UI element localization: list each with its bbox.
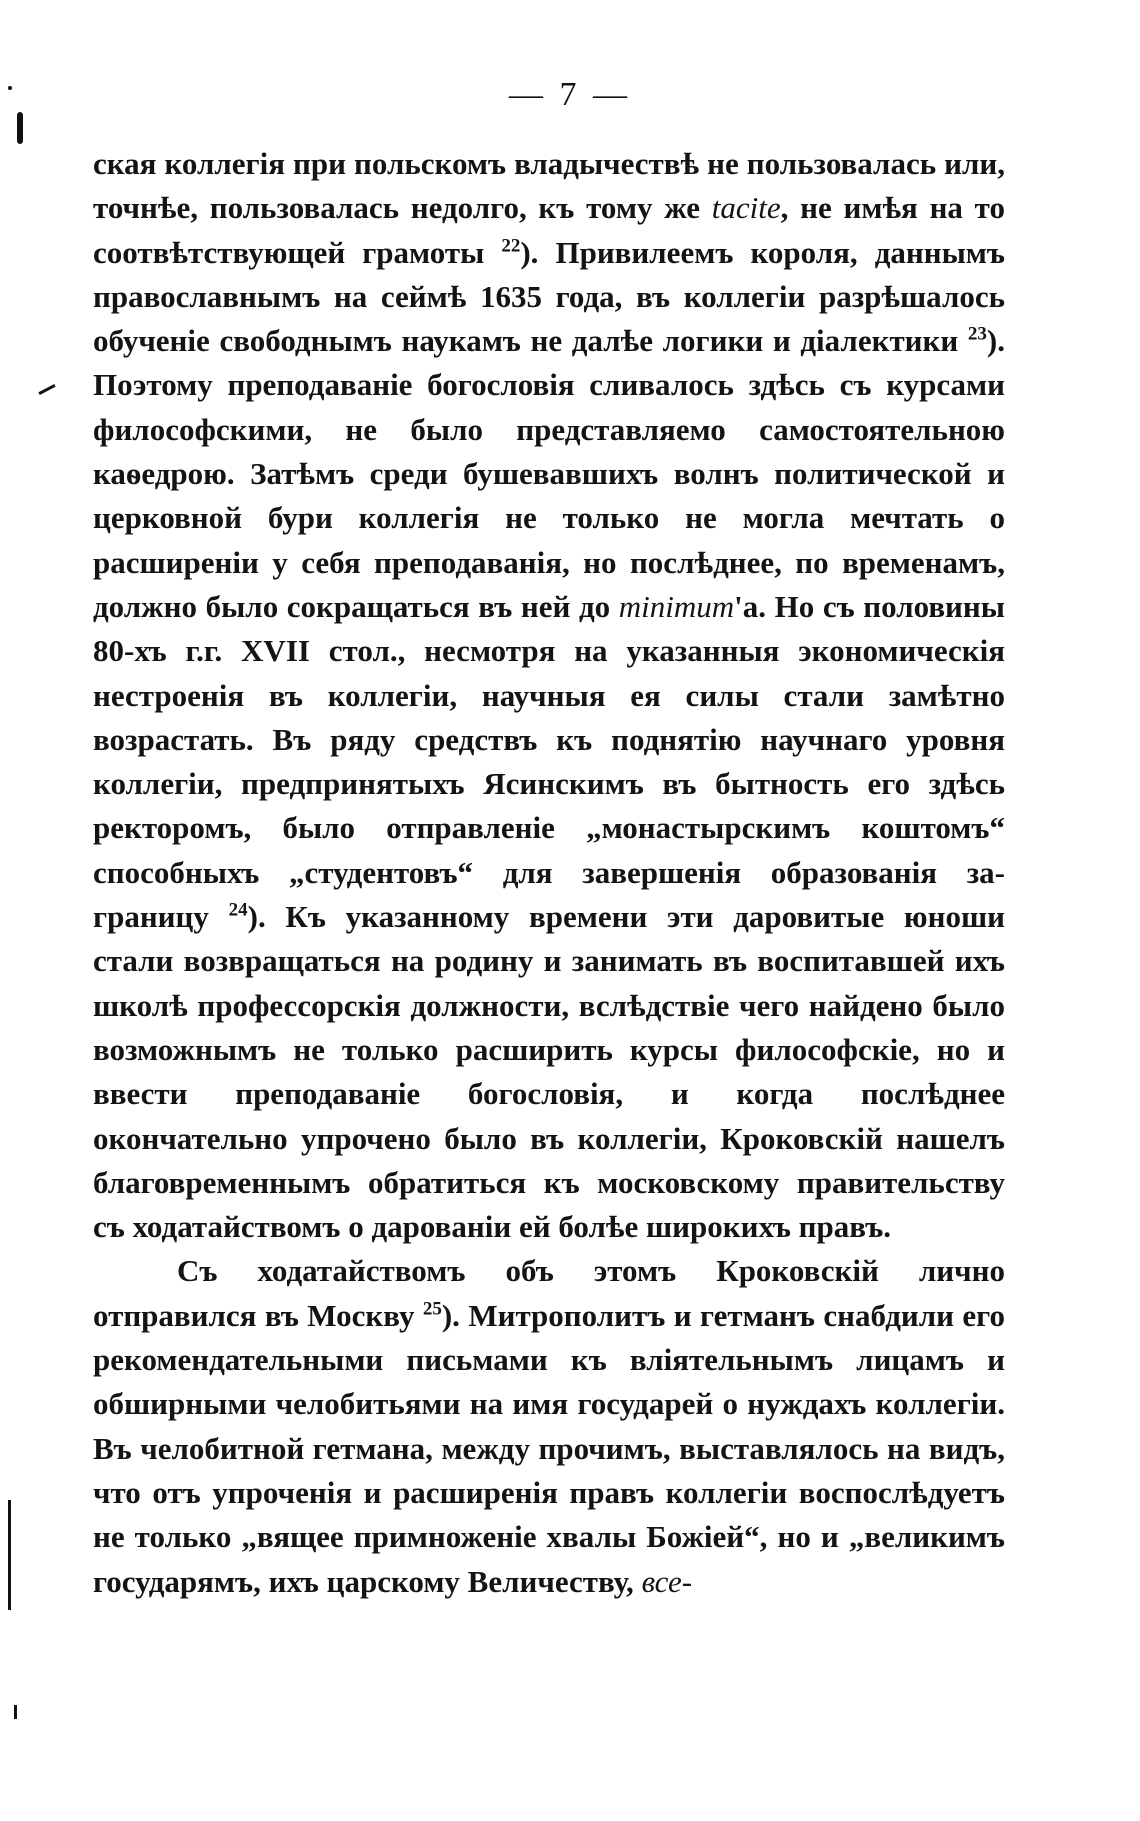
text-run: ). Митрополитъ и гетманъ снабдили его рекомендательными письмами къ вліятельнымъ лицамъ и обширными челобитьями на имя государей о нуждахъ коллегіи. Въ челобитной гетмана, между прочимъ, выставлялось на видъ, что отъ упроченія и расширенія правъ коллегіи воспослѣдуетъ не только „вящее примноженіе хвалы Божіей“, но и „великимъ государямъ, ихъ царскому Величеству, — [93, 1297, 1005, 1599]
footnote-ref: 23 — [967, 323, 987, 345]
margin-mark — [14, 1705, 17, 1719]
page-number: — 7 — — [509, 76, 631, 113]
italic-term: все- — [641, 1563, 693, 1599]
margin-mark — [17, 112, 23, 144]
text-run: 'а. Но съ половины 80-хъ г.г. XVII стол., несмотря на указанныя экономическія нестроенія въ коллегіи, научныя ея силы стали замѣтно возрастать. Въ ряду средствъ къ поднятію научнаго уровня коллегіи, предпринятыхъ Ясинскимъ въ бытность его здѣсь ректоромъ, было отправленіе „монастырскимъ коштомъ“ способныхъ „студентовъ“ для завершенія образованія за-границу — [93, 588, 1005, 935]
paragraph — [93, 142, 1005, 1249]
italic-term: tacite — [711, 190, 781, 226]
paragraph — [93, 1249, 1005, 1603]
footnote-ref: 22 — [501, 235, 521, 257]
footnote-ref: 24 — [228, 899, 248, 921]
italic-term: minimum — [618, 588, 735, 624]
margin-pencil-mark — [38, 384, 55, 395]
footnote-ref: 25 — [422, 1298, 442, 1320]
text-run: ). Поэтому преподаваніе богословія сливалось здѣсь съ курсами философскими, не было представляемо самостоятельною каѳедрою. Затѣмъ среди бушевавшихъ волнъ политической и церковной бури коллегія не только не могла мечтать о расширеніи у себя преподаванія, но послѣднее, по временамъ, должно было сокращаться въ ней до — [93, 323, 1005, 624]
text-run: ). Къ указанному времени эти даровитые юноши стали возвращаться на родину и занимать въ воспитавшей ихъ школѣ профессорскія должности, вслѣдствіе чего найдено было возможнымъ не только расширить курсы философскіе, но и ввести преподаваніе богословія, и когда послѣднее окончательно упрочено было въ коллегіи, Кроковскій нашелъ благовременнымъ обратиться къ московскому правительству съ ходатайствомъ о дарованіи ей болѣе широкихъ правъ. — [93, 899, 1005, 1245]
text-run: Съ ходатайствомъ объ этомъ Кроковскій лично отправился въ Москву — [93, 1253, 1005, 1333]
text-run: , не имѣя на то соотвѣтствующей грамоты — [93, 190, 1005, 270]
text-run: ская коллегія при польскомъ владычествѣ не пользовалась или, точнѣе, пользовалась недолго, къ тому же — [93, 146, 1005, 226]
margin-line-mark — [8, 1500, 11, 1610]
text-run: ). Привилеемъ короля, даннымъ православнымъ на сеймѣ 1635 года, въ коллегіи разрѣшалось обученіе свободнымъ наукамъ не далѣе логики и діалектики — [93, 234, 1005, 359]
page-body — [93, 142, 1005, 1604]
